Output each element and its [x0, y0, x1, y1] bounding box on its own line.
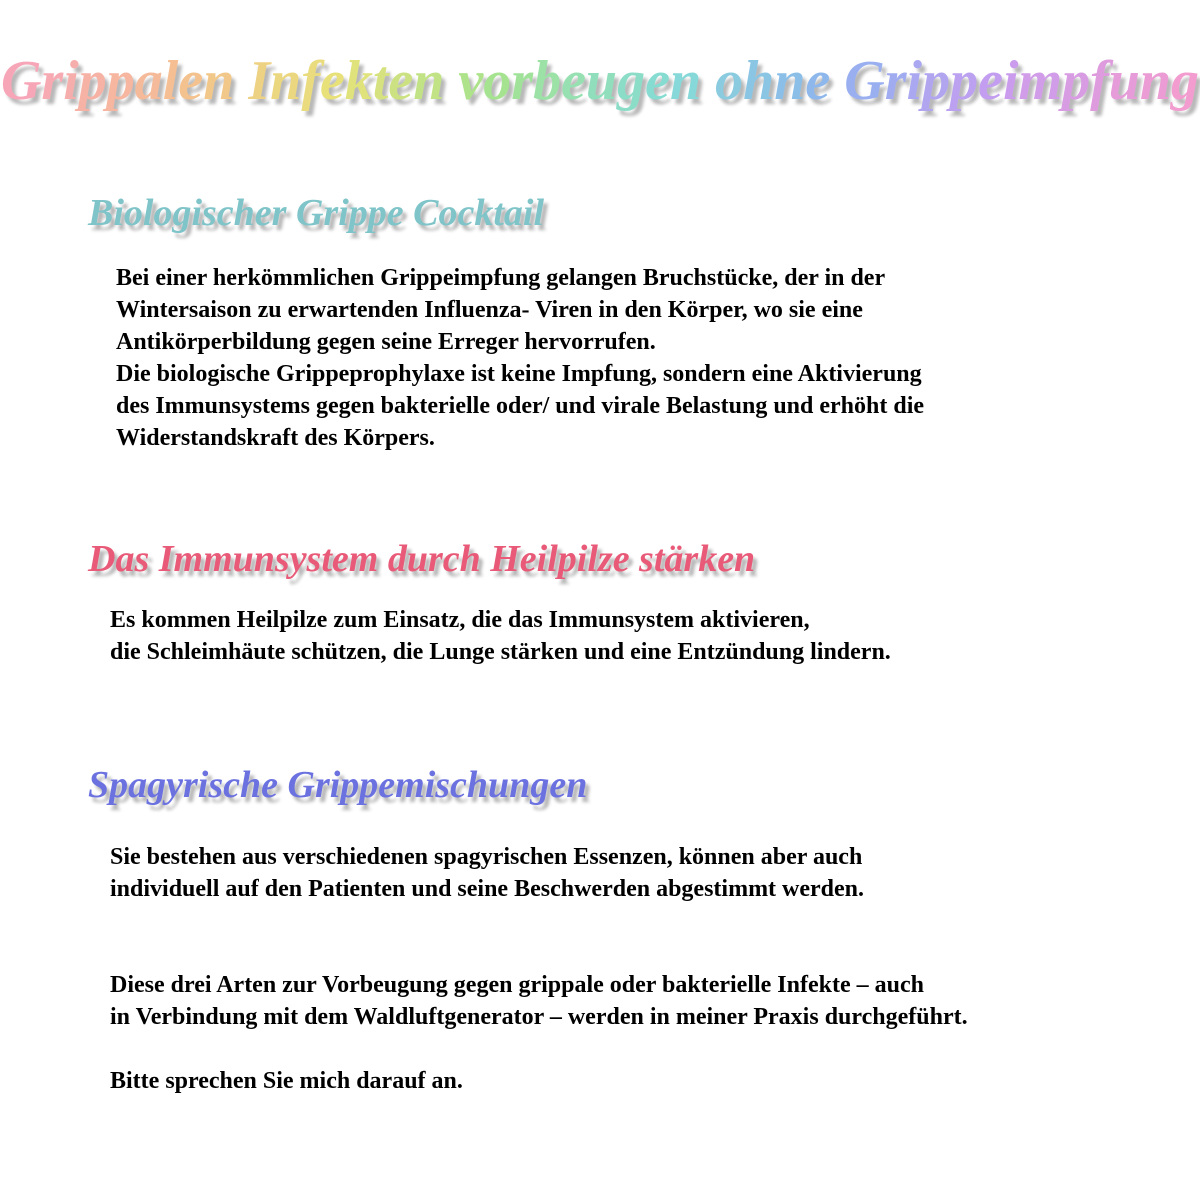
title-letter: o [483, 50, 512, 112]
title-letter: r [41, 50, 64, 112]
title-letter: l [162, 50, 179, 112]
title-letter: e [319, 50, 345, 112]
title-letter [444, 50, 458, 112]
text-line: Sie bestehen aus verschiedenen spagyrischen Essenzen, können aber auch [110, 844, 863, 870]
title-letter: e [805, 50, 831, 112]
title-letter: g [1171, 50, 1200, 112]
text-line: in Verbindung mit dem Waldluftgenerator – werden in meiner Praxis durchgeführt. [110, 1004, 968, 1030]
title-letter: n [203, 50, 235, 112]
title-letter: e [388, 50, 414, 112]
title-letter [830, 50, 844, 112]
section-heading-heilpilze: Das Immunsystem durch Heilpilze stärken [88, 538, 756, 580]
title-letter: a [134, 50, 163, 112]
title-letter: n [270, 50, 302, 112]
title-letter: m [1018, 50, 1063, 112]
title-letter: i [906, 50, 923, 112]
title-letter: h [743, 50, 775, 112]
call-to-action: Bitte sprechen Sie mich darauf an. [110, 1068, 463, 1094]
page-title [0, 46, 1200, 116]
closing-text [110, 969, 968, 1033]
title-letter: i [63, 50, 79, 112]
title-letter: g [617, 50, 646, 112]
text-line: individuell auf den Patienten und seine Beschwerden abgestimmt werden. [110, 876, 865, 902]
section-text-spagyrische-grippemischungen [110, 841, 864, 905]
section-text-biologischer-grippe-cocktail [116, 262, 924, 454]
section-heading-spagyrische-grippemischungen: Spagyrische Grippemischungen [88, 764, 588, 806]
title-letter: n [413, 50, 445, 112]
title-letter: p [106, 50, 135, 112]
title-letter: b [533, 50, 562, 112]
title-letter [234, 50, 248, 112]
title-letter: e [978, 50, 1003, 112]
section-text-heilpilze [110, 604, 891, 668]
title-letter: e [645, 50, 670, 112]
title-letter: u [1108, 50, 1140, 112]
title-letter: r [884, 50, 907, 112]
title-letter: k [344, 50, 373, 112]
text-line: des Immunsystems gegen bakterielle oder/ und virale Belastung und erhöht die [116, 393, 925, 419]
title-letter: p [922, 50, 951, 112]
title-letter: p [78, 50, 107, 112]
title-letter: e [561, 50, 586, 112]
text-line: Antikörperbildung gegen seine Erreger hervorrufen. [116, 329, 656, 355]
text-line: Es kommen Heilpilze zum Einsatz, die das Immunsystem aktivieren, [110, 607, 810, 633]
text-line: Die biologische Grippeprophylaxe ist keine Impfung, sondern eine Aktivierung [116, 361, 922, 387]
title-letter: e [178, 50, 204, 112]
title-letter: G [0, 50, 42, 112]
title-letter: u [585, 50, 618, 112]
title-letter: r [511, 50, 534, 112]
text-line: die Schleimhäute schützen, die Lunge stärken und eine Entzündung lindern. [110, 639, 891, 665]
title-letter: i [1002, 50, 1019, 112]
section-heading-biologischer-grippe-cocktail: Biologischer Grippe Cocktail [88, 192, 544, 234]
text-line: Widerstandskraft des Körpers. [116, 425, 435, 451]
title-letter: t [372, 50, 389, 112]
text-line: Wintersaison zu erwartenden Influenza- Viren in den Körper, wo sie eine [116, 297, 863, 323]
title-letter: n [1139, 50, 1172, 112]
text-line: Bei einer herkömmlichen Grippeimpfung gelangen Bruchstücke, der in der [116, 265, 886, 291]
title-letter: I [248, 50, 271, 112]
title-letter [701, 50, 715, 112]
title-letter: o [715, 50, 744, 112]
title-letter: n [774, 50, 806, 112]
text-line: Diese drei Arten zur Vorbeugung gegen grippale oder bakterielle Infekte – auch [110, 972, 924, 998]
title-letter: v [458, 50, 484, 112]
title-letter: f [1090, 50, 1109, 112]
title-letter: p [1062, 50, 1091, 112]
title-letter: p [950, 50, 979, 112]
title-letter: f [301, 50, 320, 112]
title-letter: n [669, 50, 702, 112]
title-letter: G [844, 50, 885, 112]
